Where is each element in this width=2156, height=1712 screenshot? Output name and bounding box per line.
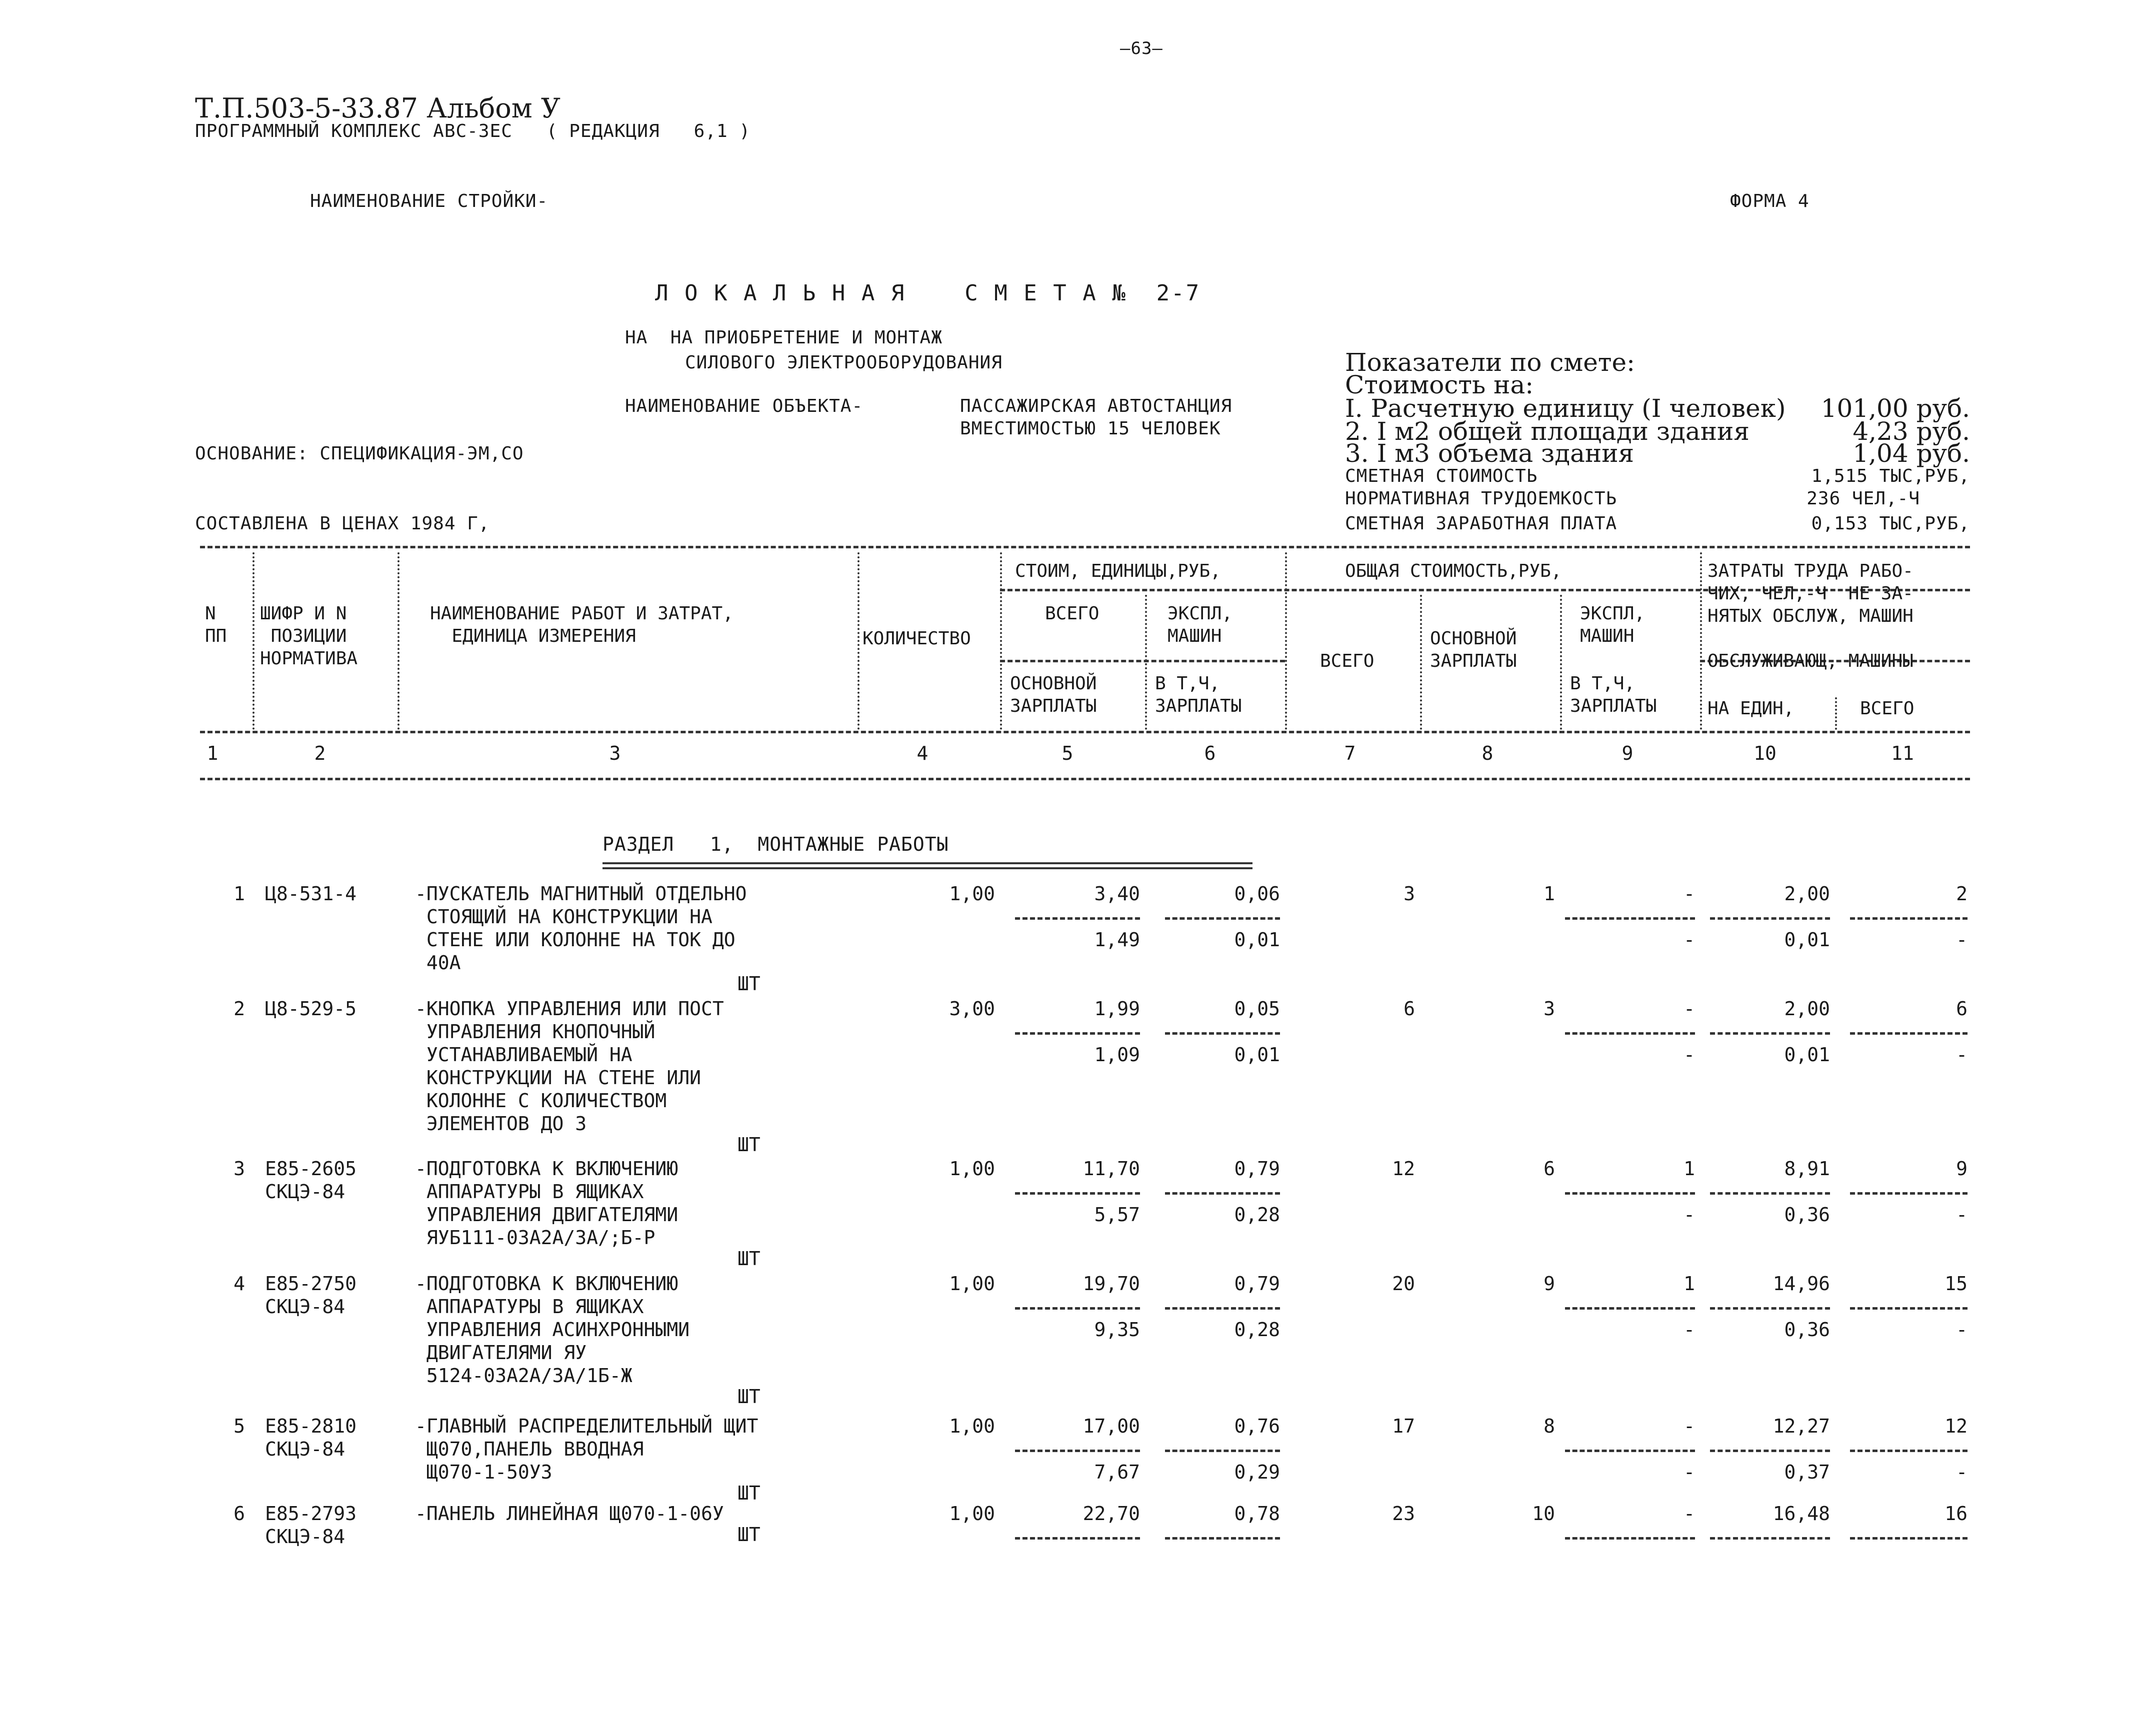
row-description: -КНОПКА УПРАВЛЕНИЯ ИЛИ ПОСТ УПРАВЛЕНИЯ КНОПОЧНЫЙ УСТАНАВЛИВАЕМЫЙ НА КОНСТРУКЦИИ НА СТЕНЕ ИЛИ КОЛОННЕ С КОЛИЧЕСТВОМ ЭЛЕМЕНТОВ ДО 3 <box>415 998 724 1135</box>
row-unit-machine-wage: 0,01 <box>1234 1044 1280 1066</box>
row-total-machine-wage: - <box>1684 1044 1695 1066</box>
row-divider <box>1015 917 1140 920</box>
row-divider <box>1015 1032 1140 1035</box>
indicators-title: Показатели по смете: <box>1345 348 1635 377</box>
row-number: 6 <box>234 1503 245 1525</box>
column-number-4: 4 <box>916 742 928 764</box>
row-unit-machine: 0,79 <box>1234 1273 1280 1295</box>
row-divider <box>1165 1032 1280 1035</box>
row-total: 6 <box>1404 998 1415 1020</box>
row-machine-labor-total: - <box>1956 1044 1968 1066</box>
row-unit: ШТ <box>738 973 760 995</box>
header-labor: ЗАТРАТЫ ТРУДА РАБО- ЧИХ, ЧЕЛ,-Ч НЕ ЗА- НЯТЫХ ОБСЛУЖ, МАШИН <box>1708 561 1914 626</box>
header-col-5b: ОСНОВНОЙ ЗАРПЛАТЫ <box>1010 673 1097 716</box>
row-unit-machine: 0,78 <box>1234 1503 1280 1525</box>
row-divider <box>1565 1192 1695 1195</box>
row-divider <box>1710 917 1830 920</box>
column-number-11: 11 <box>1891 742 1914 764</box>
header-col-11: ВСЕГО <box>1860 698 1914 719</box>
row-labor-total: 15 <box>1944 1273 1968 1295</box>
prices-year: СОСТАВЛЕНА В ЦЕНАХ 1984 Г, <box>195 513 490 534</box>
row-labor-unit: 2,00 <box>1784 998 1830 1020</box>
row-code: Е85-2793 СКЦЭ-84 <box>265 1503 357 1548</box>
row-unit-machine-wage: 0,28 <box>1234 1319 1280 1341</box>
row-machine-labor-unit: 0,37 <box>1784 1461 1830 1483</box>
row-labor-total: 2 <box>1956 883 1968 905</box>
column-number-7: 7 <box>1344 742 1356 764</box>
header-unit-cost: СТОИМ, ЕДИНИЦЫ,РУБ, <box>1015 561 1221 581</box>
header-col-6b: В Т,Ч, ЗАРПЛАТЫ <box>1155 673 1242 716</box>
row-unit-base-wage: 5,57 <box>1094 1204 1140 1226</box>
indicator-label-6: СМЕТНАЯ ЗАРАБОТНАЯ ПЛАТА <box>1345 513 1618 534</box>
row-labor-unit: 8,91 <box>1784 1158 1830 1180</box>
row-divider <box>1850 917 1968 920</box>
row-quantity: 1,00 <box>949 1273 995 1295</box>
subject-line-1: НА НА ПРИОБРЕТЕНИЕ И МОНТАЖ <box>625 327 942 348</box>
row-code: Е85-2810 СКЦЭ-84 <box>265 1415 357 1460</box>
row-total-machine: - <box>1684 998 1695 1020</box>
row-divider <box>1165 1307 1280 1310</box>
header-col-8: ОСНОВНОЙ ЗАРПЛАТЫ <box>1430 628 1517 671</box>
row-unit-machine: 0,06 <box>1234 883 1280 905</box>
header-col-1: N ПП <box>205 603 227 646</box>
row-code: Е85-2750 СКЦЭ-84 <box>265 1273 357 1318</box>
object-name-2: ВМЕСТИМОСТЬЮ 15 ЧЕЛОВЕК <box>960 418 1221 439</box>
object-name-1: ПАССАЖИРСКАЯ АВТОСТАНЦИЯ <box>960 396 1232 416</box>
page-number: —63— <box>1120 38 1163 58</box>
indicator-value-4: 1,515 ТЫС,РУБ, <box>1811 466 1970 486</box>
row-quantity: 1,00 <box>949 883 995 905</box>
row-unit-machine-wage: 0,28 <box>1234 1204 1280 1226</box>
indicator-value-3: 1,04 руб. <box>1852 439 1970 468</box>
indicator-label-2: 2. I м2 общей площади здания <box>1345 417 1750 446</box>
header-col-2: ШИФР И N ПОЗИЦИИ НОРМАТИВА <box>260 603 358 669</box>
row-number: 3 <box>234 1158 245 1180</box>
row-total-machine-wage: - <box>1684 1204 1695 1226</box>
indicators-cost-for: Стоимость на: <box>1345 370 1534 399</box>
row-divider <box>1710 1307 1830 1310</box>
row-divider <box>1850 1032 1968 1035</box>
row-total-base-wage: 8 <box>1544 1415 1555 1437</box>
row-code: Ц8-529-5 <box>265 998 357 1020</box>
column-number-10: 10 <box>1754 742 1776 764</box>
row-total: 20 <box>1392 1273 1415 1295</box>
indicator-label-4: СМЕТНАЯ СТОИМОСТЬ <box>1345 466 1538 486</box>
column-number-6: 6 <box>1204 742 1216 764</box>
subject-line-2: СИЛОВОГО ЭЛЕКТРООБОРУДОВАНИЯ <box>685 352 1002 373</box>
row-labor-unit: 16,48 <box>1772 1503 1830 1525</box>
row-unit-machine: 0,05 <box>1234 998 1280 1020</box>
row-description: -ПОДГОТОВКА К ВКЛЮЧЕНИЮ АППАРАТУРЫ В ЯЩИКАХ УПРАВЛЕНИЯ ДВИГАТЕЛЯМИ ЯУБ111-03А2А/3А/;Б-Р <box>415 1158 678 1249</box>
section-title: РАЗДЕЛ 1, МОНТАЖНЫЕ РАБОТЫ <box>602 833 949 855</box>
row-total-machine: 1 <box>1684 1273 1695 1295</box>
row-description: -ПУСКАТЕЛЬ МАГНИТНЫЙ ОТДЕЛЬНО СТОЯЩИЙ НА КОНСТРУКЦИИ НА СТЕНЕ ИЛИ КОЛОННЕ НА ТОК ДО 40А <box>415 883 747 974</box>
row-divider <box>1015 1537 1140 1540</box>
row-total-machine-wage: - <box>1684 1319 1695 1341</box>
indicator-label-5: НОРМАТИВНАЯ ТРУДОЕМКОСТЬ <box>1345 488 1618 509</box>
column-number-1: 1 <box>206 742 218 764</box>
row-total: 17 <box>1392 1415 1415 1437</box>
row-divider <box>1565 1032 1695 1035</box>
row-divider <box>1015 1450 1140 1452</box>
row-total-machine: - <box>1684 883 1695 905</box>
header-col-10: НА ЕДИН, <box>1708 698 1794 719</box>
row-description: -ГЛАВНЫЙ РАСПРЕДЕЛИТЕЛЬНЫЙ ЩИТ Щ070,ПАНЕЛЬ ВВОДНАЯ Щ070-1-50У3 <box>415 1415 758 1483</box>
row-divider <box>1710 1032 1830 1035</box>
row-divider <box>1165 1537 1280 1540</box>
header-col-5a: ВСЕГО <box>1045 603 1100 624</box>
row-divider <box>1710 1450 1830 1452</box>
indicator-value-6: 0,153 ТЫС,РУБ, <box>1811 513 1970 534</box>
indicator-value-2: 4,23 руб. <box>1852 417 1970 446</box>
row-quantity: 1,00 <box>949 1503 995 1525</box>
row-labor-unit: 2,00 <box>1784 883 1830 905</box>
row-machine-labor-unit: 0,36 <box>1784 1319 1830 1341</box>
build-name-label: НАИМЕНОВАНИЕ СТРОЙКИ- <box>310 191 548 211</box>
row-unit: ШТ <box>738 1134 760 1156</box>
row-total-base-wage: 10 <box>1532 1503 1555 1525</box>
row-total-base-wage: 1 <box>1544 883 1555 905</box>
estimate-title: Л О К А Л Ь Н А Я С М Е Т А № 2-7 <box>655 280 1201 306</box>
row-total-base-wage: 9 <box>1544 1273 1555 1295</box>
row-total-base-wage: 6 <box>1544 1158 1555 1180</box>
row-unit-total: 17,00 <box>1082 1415 1140 1437</box>
row-total-machine: 1 <box>1684 1158 1695 1180</box>
column-number-9: 9 <box>1622 742 1634 764</box>
row-divider <box>1565 1537 1695 1540</box>
row-machine-labor-total: - <box>1956 1461 1968 1483</box>
header-col-3: НАИМЕНОВАНИЕ РАБОТ И ЗАТРАТ, ЕДИНИЦА ИЗМЕРЕНИЯ <box>430 603 734 646</box>
row-divider <box>1015 1192 1140 1195</box>
header-col-4: КОЛИЧЕСТВО <box>862 628 971 649</box>
row-unit: ШТ <box>738 1248 760 1270</box>
row-quantity: 1,00 <box>949 1415 995 1437</box>
row-machine-labor-total: - <box>1956 1319 1968 1341</box>
row-total: 23 <box>1392 1503 1415 1525</box>
row-divider <box>1165 917 1280 920</box>
row-divider <box>1850 1537 1968 1540</box>
row-divider <box>1710 1192 1830 1195</box>
row-unit-total: 1,99 <box>1094 998 1140 1020</box>
row-code: Е85-2605 СКЦЭ-84 <box>265 1158 357 1203</box>
indicator-label-1: I. Расчетную единицу (I человек) <box>1345 394 1786 423</box>
header-col-9a: ЭКСПЛ, МАШИН <box>1580 603 1646 646</box>
row-code: Ц8-531-4 <box>265 883 357 905</box>
row-divider <box>1850 1450 1968 1452</box>
row-unit: ШТ <box>738 1482 760 1504</box>
header-col-9b: В Т,Ч, ЗАРПЛАТЫ <box>1570 673 1657 716</box>
row-unit-machine-wage: 0,01 <box>1234 929 1280 951</box>
row-description: -ПАНЕЛЬ ЛИНЕЙНАЯ Щ070-1-06У <box>415 1503 724 1525</box>
indicator-label-3: 3. I м3 объема здания <box>1345 439 1634 468</box>
row-machine-labor-unit: 0,01 <box>1784 1044 1830 1066</box>
row-unit-machine: 0,76 <box>1234 1415 1280 1437</box>
column-number-8: 8 <box>1482 742 1494 764</box>
header-labor-2: ОБСЛУЖИВАЮЩ, МАШИНЫ <box>1708 651 1914 671</box>
program-info: ПРОГРАММНЫЙ КОМПЛЕКС АВС-3ЕС ( РЕДАКЦИЯ 6,1 ) <box>195 121 751 141</box>
basis: ОСНОВАНИЕ: СПЕЦИФИКАЦИЯ-ЭМ,СО <box>195 443 524 464</box>
row-unit-base-wage: 7,67 <box>1094 1461 1140 1483</box>
row-unit-base-wage: 1,49 <box>1094 929 1140 951</box>
row-total-machine: - <box>1684 1415 1695 1437</box>
row-labor-unit: 12,27 <box>1772 1415 1830 1437</box>
row-labor-total: 12 <box>1944 1415 1968 1437</box>
row-unit: ШТ <box>738 1386 760 1408</box>
form-number: ФОРМА 4 <box>1730 191 1810 211</box>
row-machine-labor-unit: 0,01 <box>1784 929 1830 951</box>
row-total-base-wage: 3 <box>1544 998 1555 1020</box>
row-unit-total: 19,70 <box>1082 1273 1140 1295</box>
column-number-3: 3 <box>609 742 621 764</box>
row-number: 1 <box>234 883 245 905</box>
row-description: -ПОДГОТОВКА К ВКЛЮЧЕНИЮ АППАРАТУРЫ В ЯЩИКАХ УПРАВЛЕНИЯ АСИНХРОННЫМИ ДВИГАТЕЛЯМИ ЯУ 5124-03А2А/3А/1Б-Ж <box>415 1273 690 1387</box>
row-total-machine-wage: - <box>1684 929 1695 951</box>
row-total-machine-wage: - <box>1684 1461 1695 1483</box>
row-labor-unit: 14,96 <box>1772 1273 1830 1295</box>
row-divider <box>1165 1450 1280 1452</box>
row-unit: ШТ <box>738 1524 760 1546</box>
row-total: 3 <box>1404 883 1415 905</box>
row-machine-labor-total: - <box>1956 1204 1968 1226</box>
row-divider <box>1850 1192 1968 1195</box>
row-quantity: 1,00 <box>949 1158 995 1180</box>
row-divider <box>1710 1537 1830 1540</box>
row-unit-total: 22,70 <box>1082 1503 1140 1525</box>
row-labor-total: 6 <box>1956 998 1968 1020</box>
object-label: НАИМЕНОВАНИЕ ОБЪЕКТА- <box>625 396 864 416</box>
row-number: 2 <box>234 998 245 1020</box>
indicator-value-1: 101,00 руб. <box>1820 394 1970 423</box>
row-divider <box>1165 1192 1280 1195</box>
row-number: 5 <box>234 1415 245 1437</box>
indicator-value-5: 236 ЧЕЛ,-Ч <box>1806 488 1920 509</box>
row-unit-base-wage: 1,09 <box>1094 1044 1140 1066</box>
row-divider <box>1015 1307 1140 1310</box>
section-underline <box>602 862 1252 869</box>
column-number-5: 5 <box>1062 742 1074 764</box>
row-divider <box>1565 917 1695 920</box>
document-reference: Т.П.503-5-33.87 Альбом У <box>195 92 560 124</box>
row-machine-labor-unit: 0,36 <box>1784 1204 1830 1226</box>
row-total-machine: - <box>1684 1503 1695 1525</box>
row-unit-total: 3,40 <box>1094 883 1140 905</box>
row-labor-total: 16 <box>1944 1503 1968 1525</box>
row-quantity: 3,00 <box>949 998 995 1020</box>
row-labor-total: 9 <box>1956 1158 1968 1180</box>
row-machine-labor-total: - <box>1956 929 1968 951</box>
row-unit-base-wage: 9,35 <box>1094 1319 1140 1341</box>
row-unit-machine: 0,79 <box>1234 1158 1280 1180</box>
row-unit-total: 11,70 <box>1082 1158 1140 1180</box>
row-unit-machine-wage: 0,29 <box>1234 1461 1280 1483</box>
row-divider <box>1565 1450 1695 1452</box>
row-total: 12 <box>1392 1158 1415 1180</box>
row-divider <box>1850 1307 1968 1310</box>
header-total-cost: ОБЩАЯ СТОИМОСТЬ,РУБ, <box>1345 561 1562 581</box>
column-number-2: 2 <box>314 742 326 764</box>
header-col-6a: ЭКСПЛ, МАШИН <box>1168 603 1233 646</box>
row-divider <box>1565 1307 1695 1310</box>
header-col-7: ВСЕГО <box>1320 651 1374 671</box>
row-number: 4 <box>234 1273 245 1295</box>
